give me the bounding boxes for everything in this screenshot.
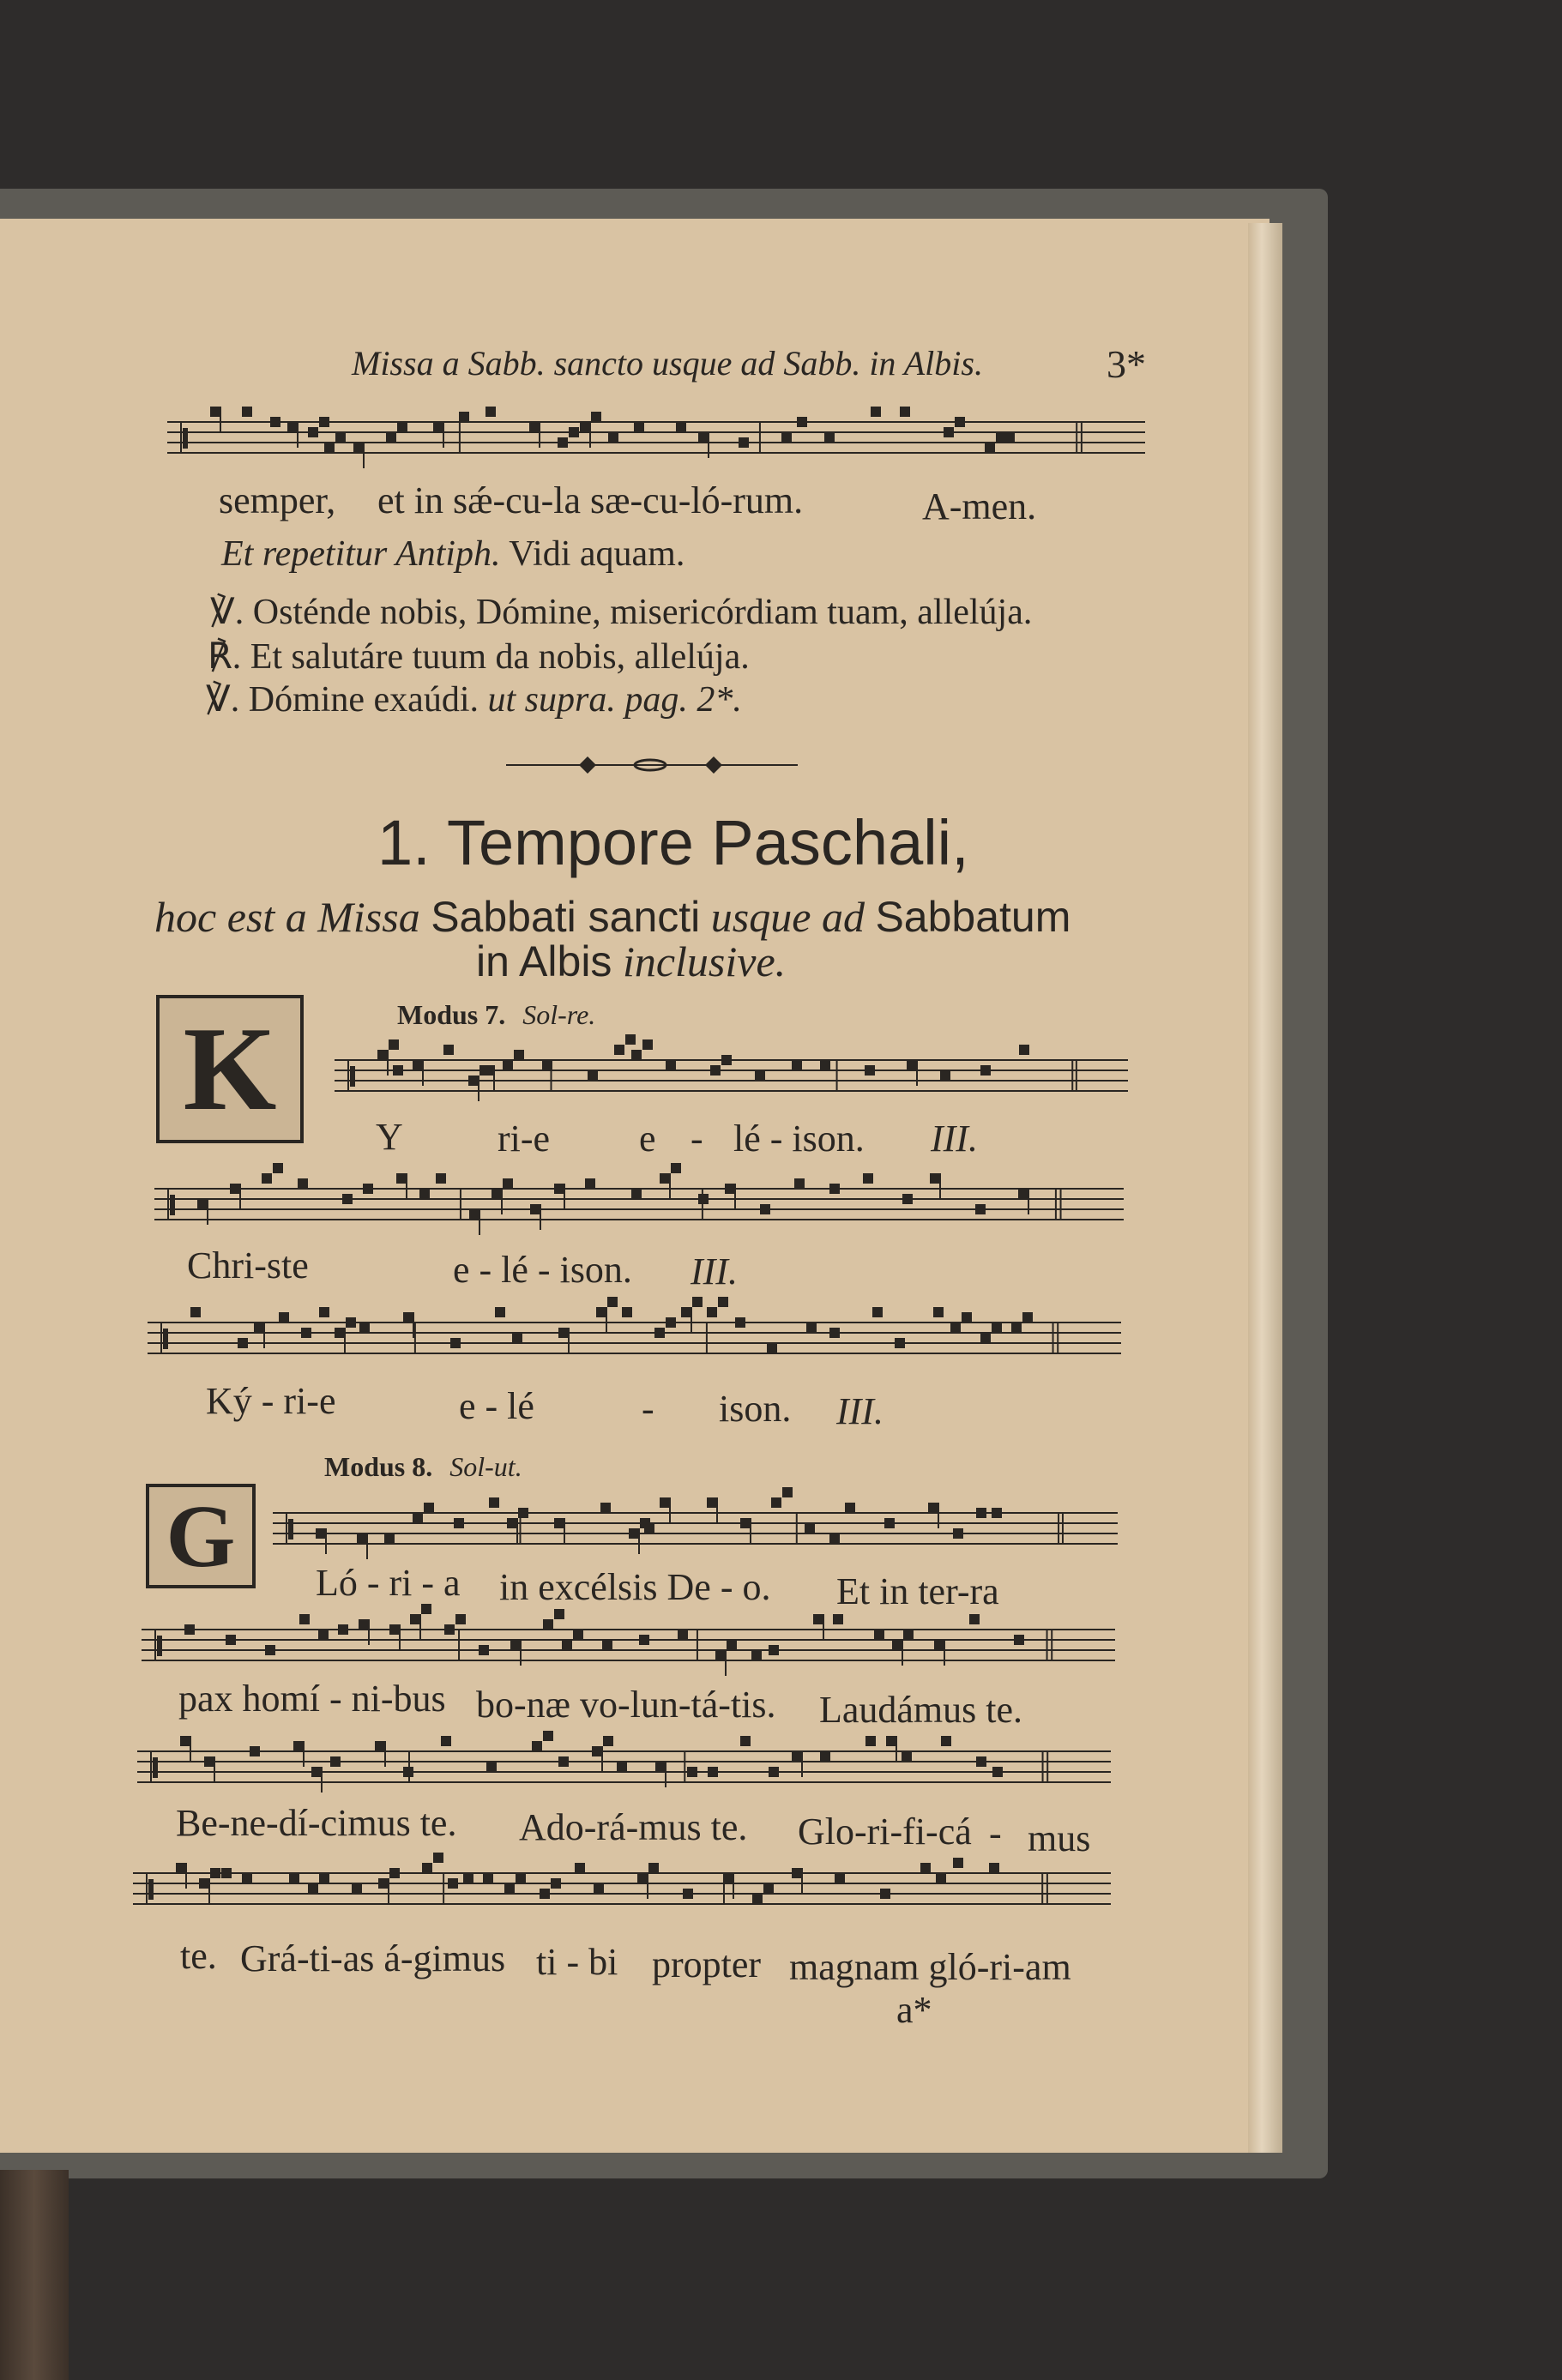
lyric-text: III. — [691, 1250, 738, 1292]
versicle-text: Osténde nobis, Dómine, misericórdiam tuam, allelúja. — [252, 593, 1033, 632]
lyric-text: - — [989, 1812, 1002, 1854]
chant-staff — [148, 1311, 1121, 1379]
lyric-text: propter — [652, 1943, 762, 1985]
subtitle-italic: inclusive. — [622, 937, 787, 985]
lyric-text: Chri-ste — [187, 1244, 309, 1286]
lyric-text: - — [642, 1388, 654, 1430]
lyric-text: Grá-ti-as á-gimus — [240, 1937, 506, 1979]
lyric-text: Glo-ri-fi-cá — [798, 1811, 972, 1853]
lyric-text: pax homí - ni-bus — [178, 1678, 446, 1720]
page-reference: ut supra. pag. 2*. — [487, 680, 742, 720]
subtitle-italic: hoc est a Missa — [154, 893, 420, 941]
mode-label — [324, 1451, 522, 1483]
section-subtitle — [154, 892, 1070, 942]
mode-number: Modus 7. — [397, 999, 506, 1030]
subtitle-text: Sabbati sancti — [431, 893, 701, 941]
lyric-text: Et in ter-ra — [836, 1570, 999, 1612]
lyric-text: mus — [1028, 1817, 1091, 1859]
page-edges — [1248, 223, 1282, 2153]
initial-letter: K — [183, 1003, 277, 1136]
running-header: Missa a Sabb. sancto usque ad Sabb. in Albis. — [352, 344, 983, 383]
initial-letter: G — [166, 1487, 236, 1586]
lyric-text: Be-ne-dí-cimus te. — [176, 1802, 457, 1844]
lyric-text: ri-e — [498, 1118, 551, 1160]
mode-label — [397, 999, 595, 1031]
versicle-symbol: ℣. — [206, 680, 240, 720]
decorated-initial-k — [156, 995, 304, 1143]
chant-staff — [154, 1177, 1124, 1245]
subtitle-italic: usque ad — [710, 893, 865, 941]
ribbon-bookmark — [0, 2170, 69, 2380]
signature-mark: a* — [896, 1989, 932, 2031]
subtitle-text: Sabbatum — [875, 893, 1071, 941]
response-text: Et salutáre tuum da nobis, allelúja. — [250, 637, 750, 677]
lyric-text: A-men. — [922, 485, 1037, 527]
lyric-text: lé - ison. — [733, 1118, 865, 1160]
lyric-text: e - lé — [459, 1385, 534, 1427]
ornamental-divider — [506, 746, 798, 780]
versicle-line — [210, 590, 1032, 633]
lyric-text: Ado-rá-mus te. — [519, 1806, 748, 1848]
lyric-text: e - lé - ison. — [453, 1249, 632, 1291]
rubric — [221, 533, 685, 575]
lyric-text: ison. — [719, 1388, 792, 1430]
versicle-text: Dómine exaúdi. — [248, 680, 479, 720]
lyric-text: e — [639, 1118, 656, 1160]
lyric-text: Ký - ri-e — [206, 1380, 336, 1422]
lyric-text: te. — [180, 1935, 217, 1977]
page-number: 3* — [1107, 342, 1146, 386]
lyric-text: Laudámus te. — [819, 1689, 1023, 1731]
chant-staff — [137, 1739, 1111, 1808]
section-title: 1. Tempore Paschali, — [377, 807, 969, 878]
mode-solfege: Sol-re. — [522, 999, 596, 1030]
lyric-text: et in sǽ-cu-la sæ-cu-ló-rum. — [377, 479, 804, 521]
chant-staff — [335, 1048, 1128, 1117]
lyric-text: bo-næ vo-lun-tá-tis. — [476, 1684, 776, 1726]
decorated-initial-g — [146, 1484, 256, 1588]
rubric-italic: Et repetitur Antiph. — [221, 534, 501, 574]
response-line — [208, 635, 750, 678]
lyric-text: III. — [836, 1390, 884, 1432]
versicle-symbol: ℣. — [210, 593, 244, 632]
response-symbol: ℟. — [208, 637, 242, 677]
lyric-text: magnam gló-ri-am — [789, 1946, 1071, 1988]
mode-number: Modus 8. — [324, 1451, 433, 1482]
lyric-text: III. — [931, 1118, 978, 1160]
chant-staff — [273, 1501, 1118, 1570]
chant-staff — [142, 1618, 1115, 1686]
lyric-text: ti - bi — [536, 1941, 618, 1983]
section-subtitle-line2 — [476, 937, 786, 986]
versicle-line — [206, 678, 742, 720]
lyric-text: semper, — [219, 479, 336, 521]
lyric-text: Ló - ri - a — [316, 1562, 461, 1604]
lyric-text: in excélsis De - o. — [499, 1566, 771, 1608]
lyric-text: - — [691, 1118, 703, 1160]
mode-solfege: Sol-ut. — [449, 1451, 522, 1482]
rubric-text: Vidi aquam. — [509, 534, 685, 574]
chant-staff — [167, 410, 1145, 479]
chant-staff — [133, 1861, 1111, 1930]
lyric-text: Y — [376, 1116, 403, 1158]
subtitle-text: in Albis — [476, 937, 612, 985]
